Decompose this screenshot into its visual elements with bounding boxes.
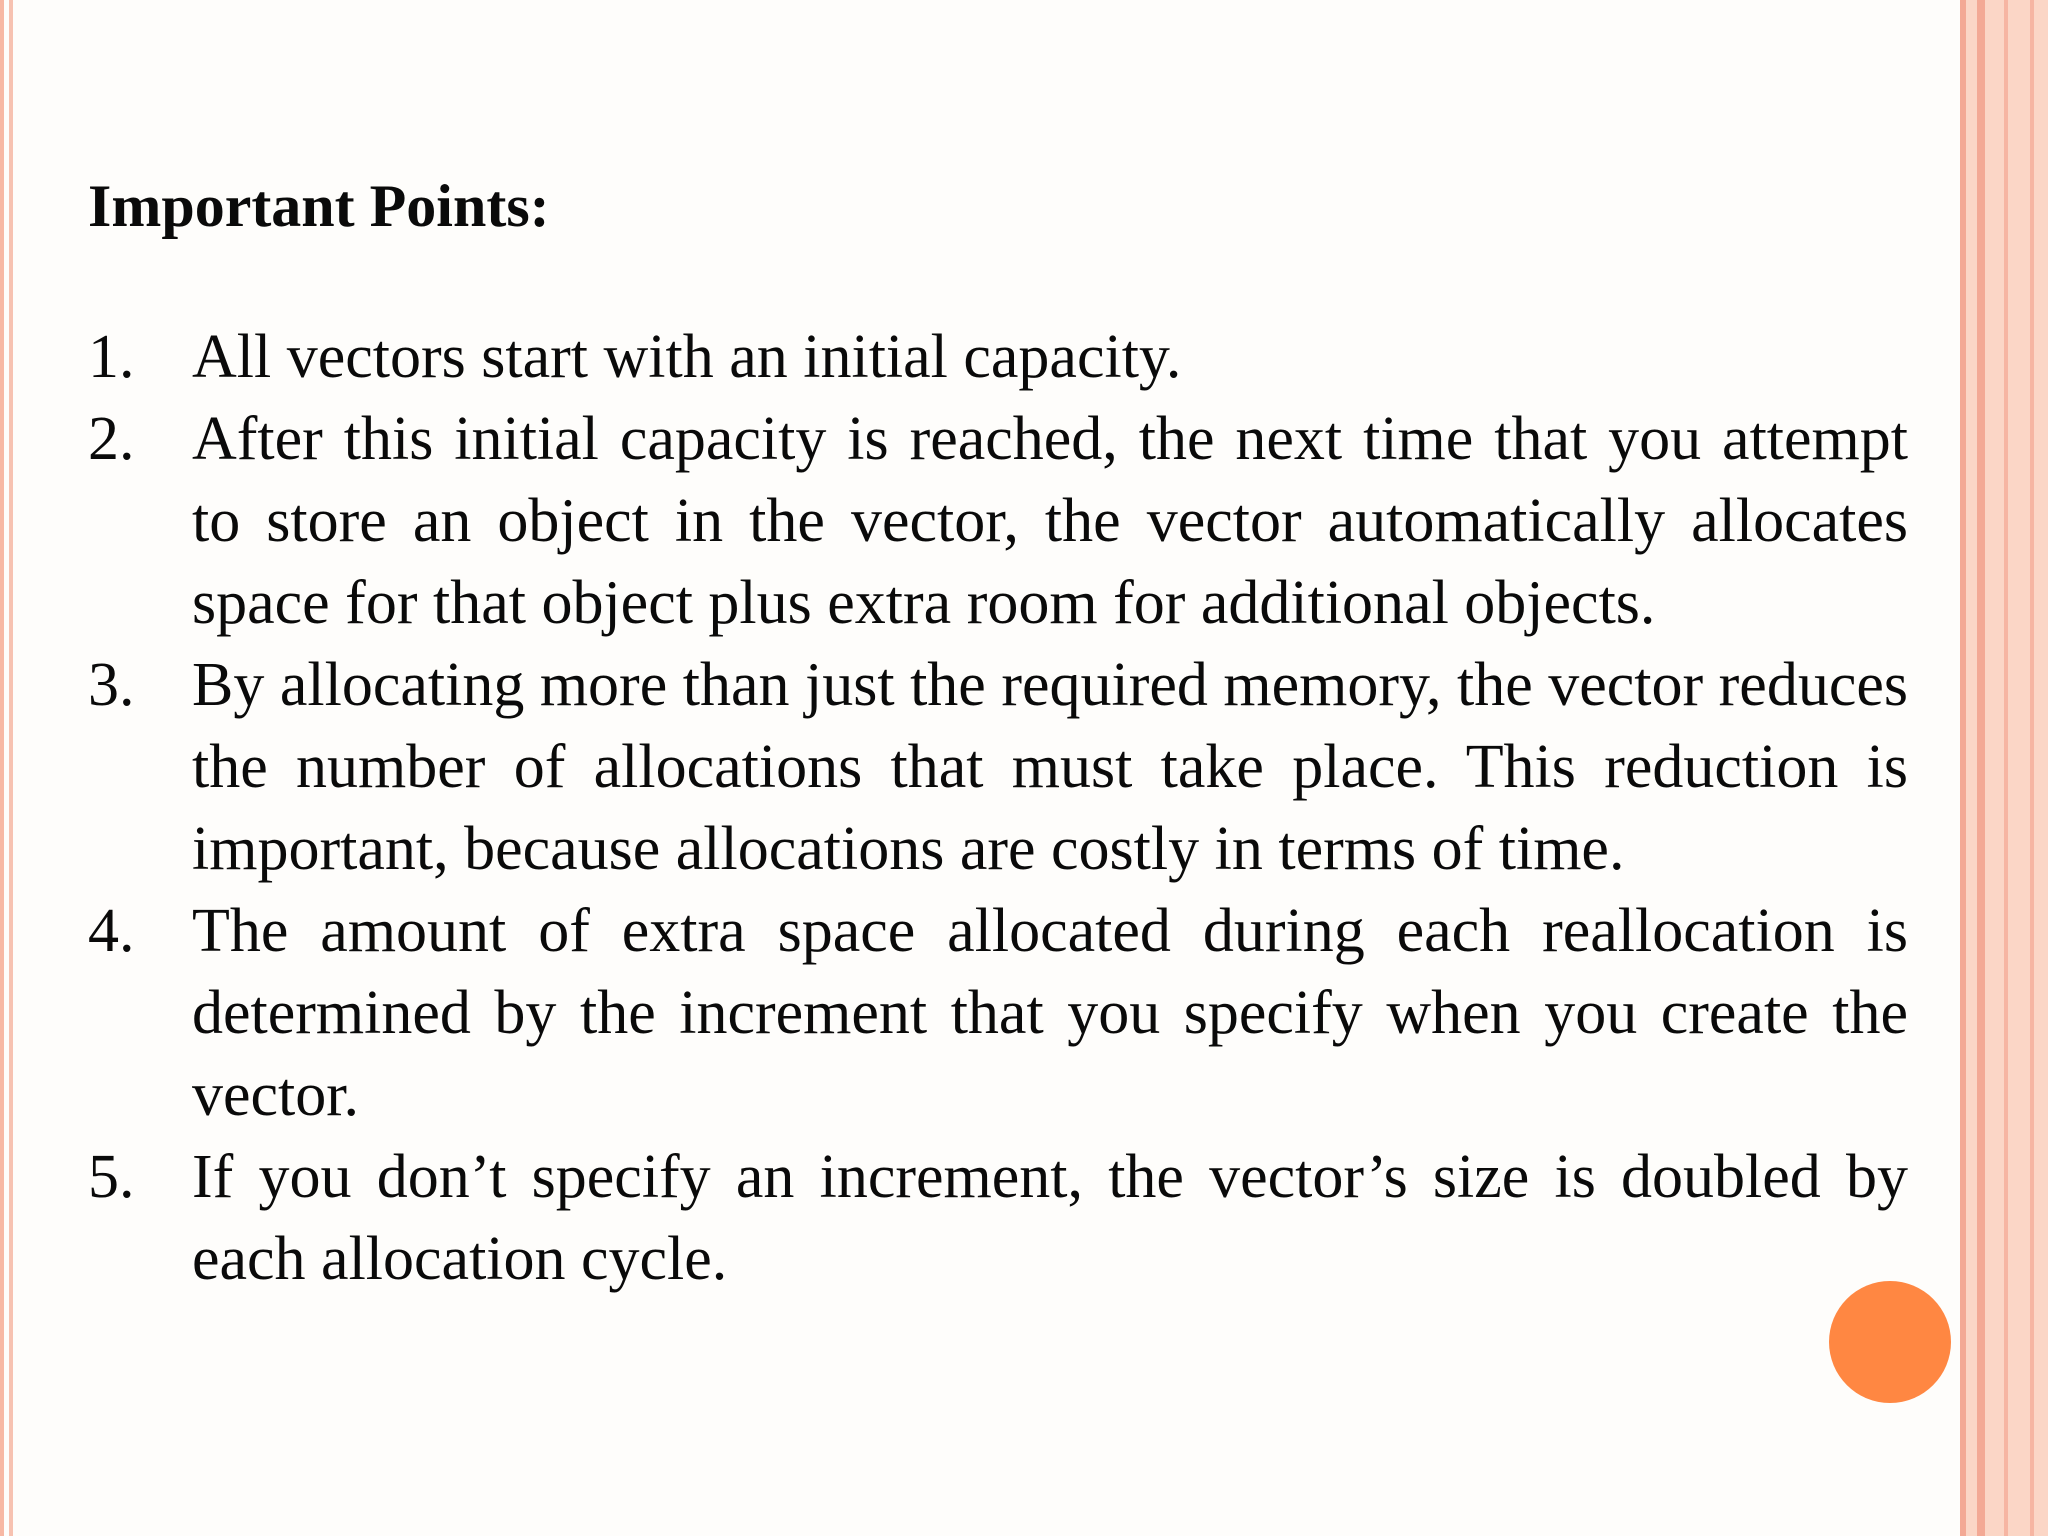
list-item-number: 3.	[88, 651, 135, 719]
list-item-number: 2.	[88, 405, 135, 473]
list-item-text: The amount of extra space allocated during each reallocation is determined by the increment that you specify when you create the vector.	[192, 897, 1908, 1129]
right-border-line	[2004, 0, 2008, 1536]
list-item-text: If you don’t specify an increment, the vector’s size is doubled by each allocation cycle.	[192, 1143, 1908, 1293]
list-item	[88, 398, 1908, 644]
list-item	[88, 316, 1908, 398]
points-list	[88, 316, 1908, 1300]
list-item-number: 5.	[88, 1143, 135, 1211]
list-item-text: All vectors start with an initial capacity.	[192, 323, 1182, 391]
list-item	[88, 1136, 1908, 1300]
list-item-number: 1.	[88, 323, 135, 391]
right-border-line	[1960, 0, 1966, 1536]
list-item	[88, 644, 1908, 890]
slide-content	[88, 166, 1908, 1300]
left-border-line-outer	[0, 0, 4, 1536]
list-item-number: 4.	[88, 897, 135, 965]
laser-pointer-dot	[1829, 1281, 1951, 1403]
list-item	[88, 890, 1908, 1136]
list-item-text: After this initial capacity is reached, the next time that you attempt to store an object in the vector, the vector automatically allocates space for that object plus extra room for additional objects.	[192, 405, 1908, 637]
right-border-line	[1977, 0, 1985, 1536]
list-item-text: By allocating more than just the required memory, the vector reduces the number of allocations that must take place. This reduction is important, because allocations are costly in terms of time.	[192, 651, 1908, 883]
slide-heading: Important Points:	[88, 173, 550, 239]
right-border-line	[2030, 0, 2034, 1536]
left-border-line-inner	[9, 0, 13, 1536]
